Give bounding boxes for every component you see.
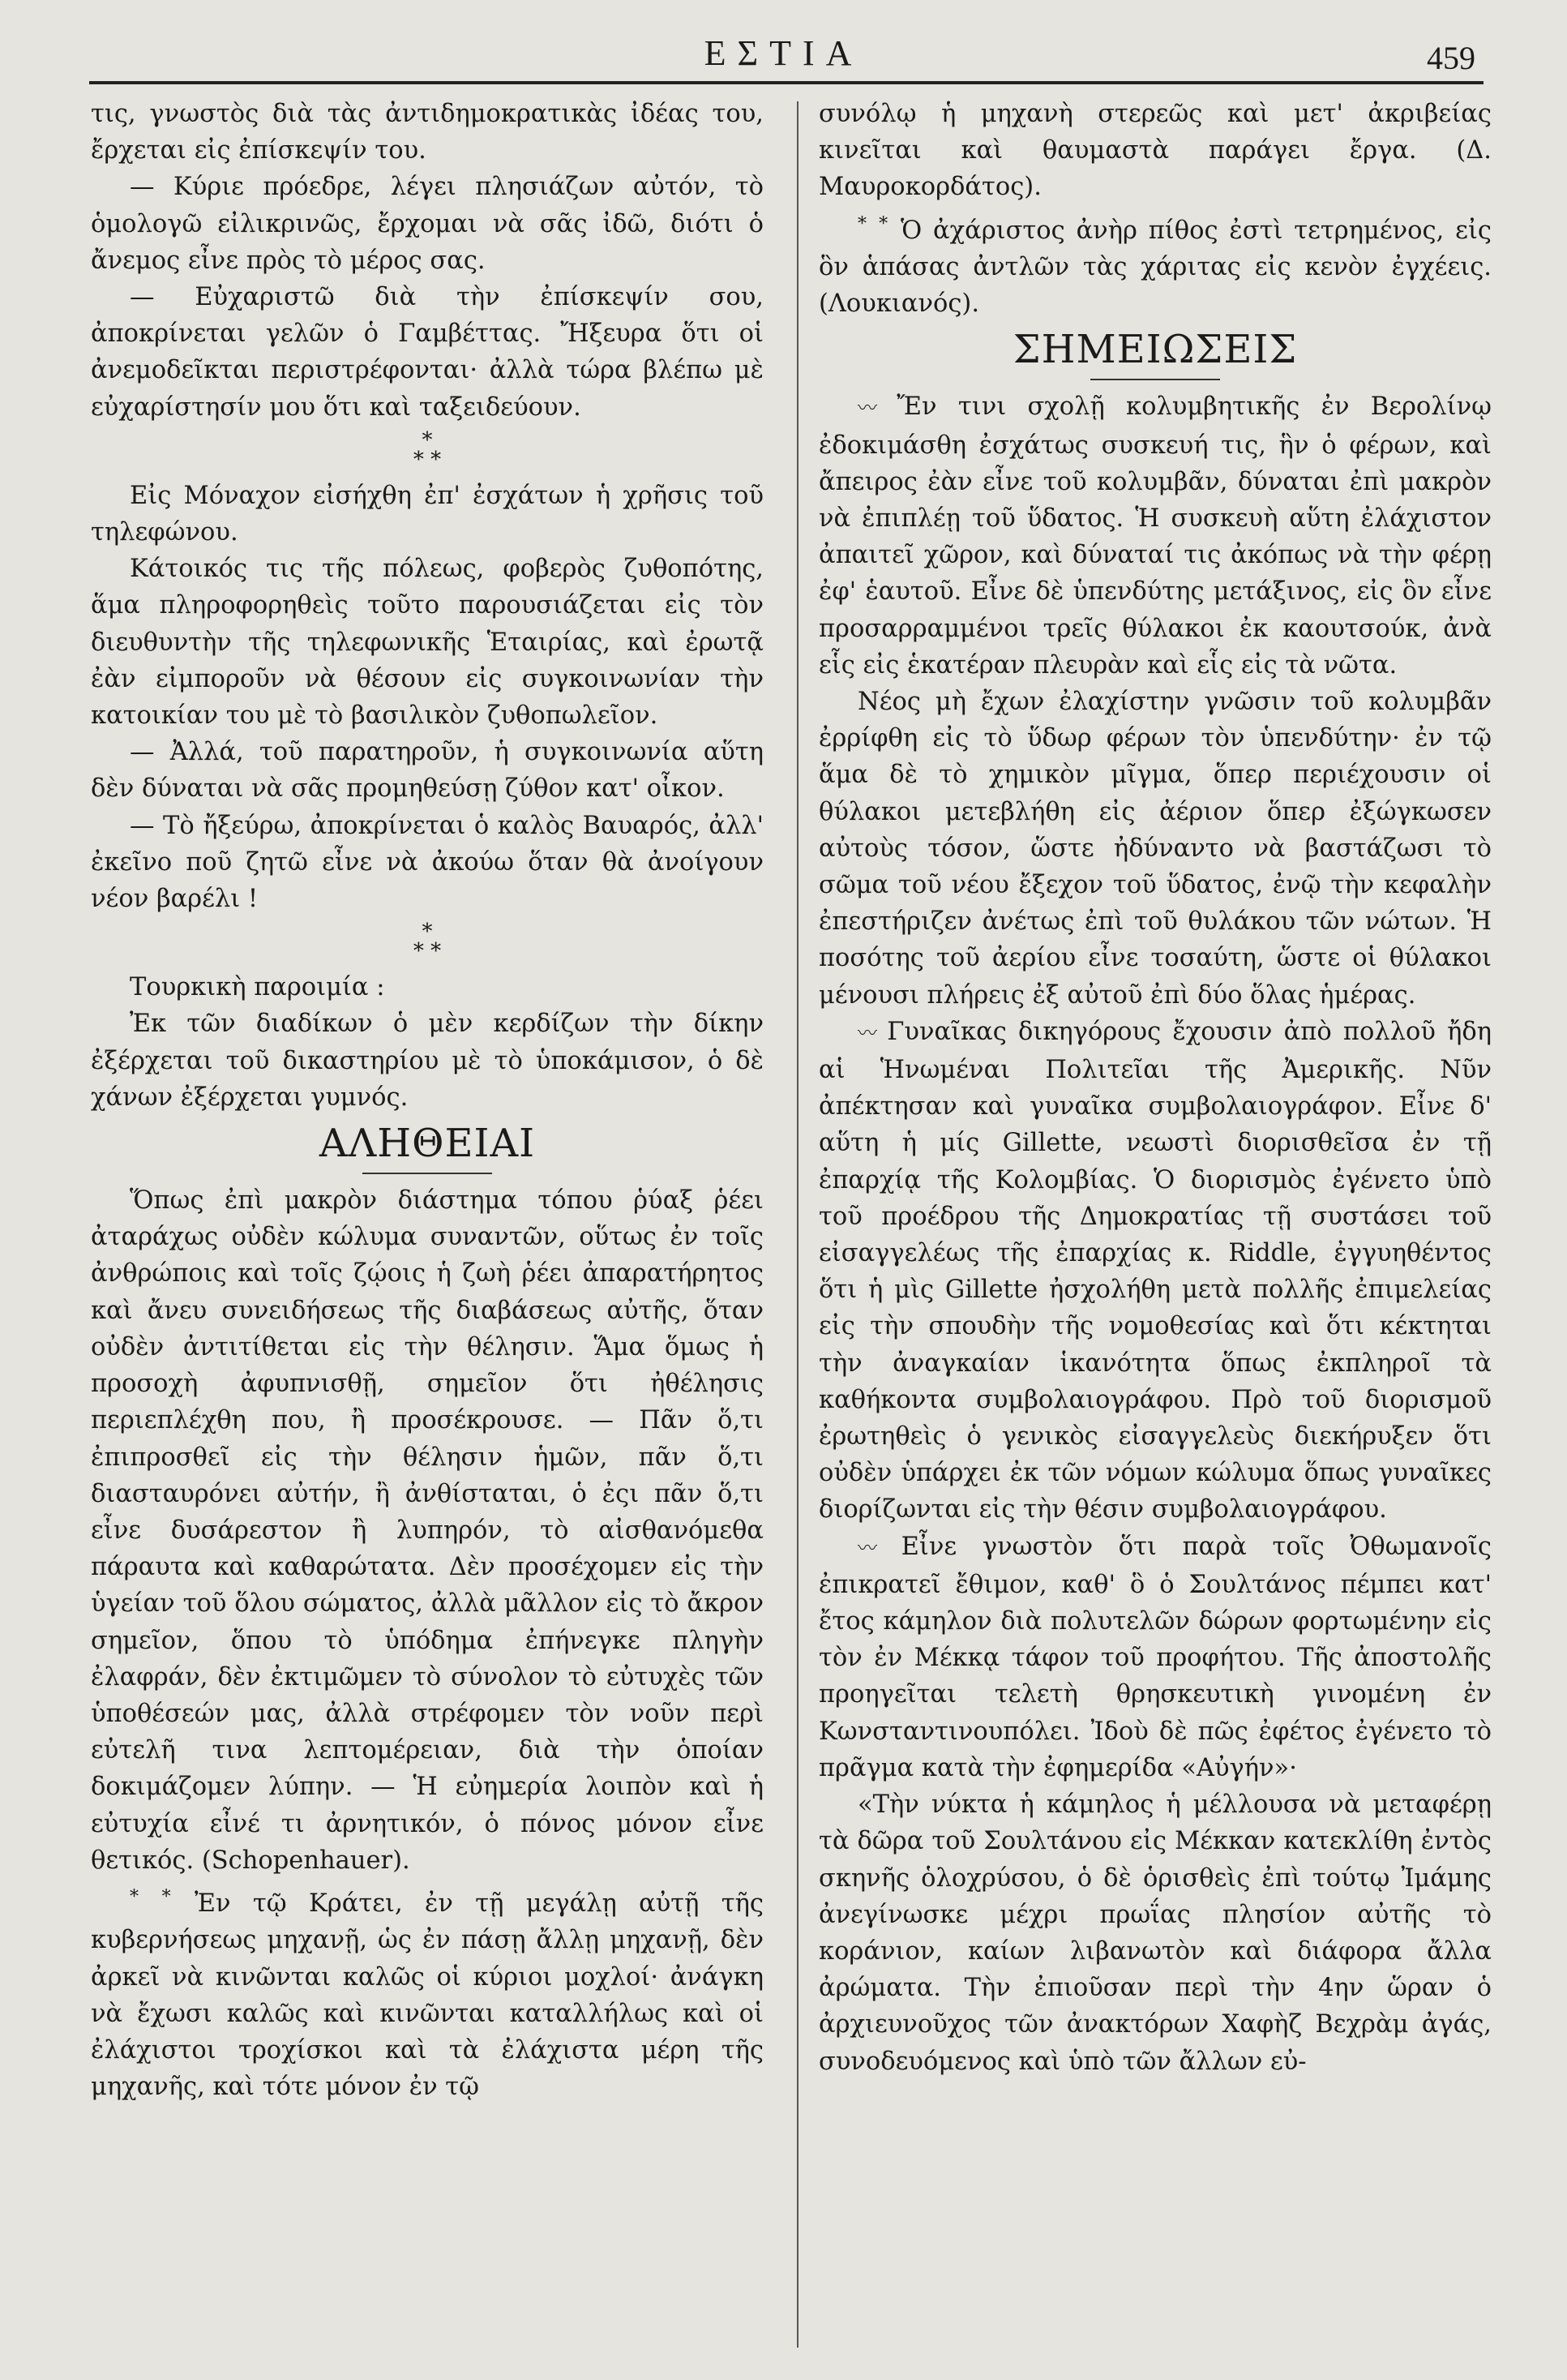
asterism-bottom: * * <box>413 939 442 964</box>
paragraph: Ἐκ τῶν διαδίκων ὁ μὲν κερδίζων τὴν δίκην ἐξέρχεται τοῦ δικαστηρίου μὲ τὸ ὑποκάμισον, ὁ δὲ χάνων ἐξέρχεται γυμνός. <box>91 1010 764 1112</box>
paragraph: — Τὸ ἤξεύρω, ἀποκρίνεται ὁ καλὸς Βαυαρός, ἀλλ' ἐκεῖνο ποῦ ζητῶ εἶνε νὰ ἀκούω ὅταν θὰ ἀνοίγουν νέον βαρέλι ! <box>91 811 764 914</box>
page-number: 459 <box>1427 40 1475 76</box>
note-mark-icon: 〰 <box>858 1536 876 1559</box>
asterism-divider <box>91 917 764 969</box>
paragraph-with-asterism <box>819 206 1492 323</box>
asterism-top: * <box>422 920 433 945</box>
paragraph: Τουρκικὴ παροιμία : <box>130 973 385 1002</box>
paragraph-with-asterism <box>91 1879 764 2105</box>
inline-asterism: * * <box>130 1886 173 1907</box>
paragraph: — Εὐχαριστῶ διὰ τὴν ἐπίσκεψίν σου, ἀποκρίνεται γελῶν ὁ Γαμβέττας. Ἤξευρα ὅτι οἱ ἀνεμοδεῖκται περιστρέφονται· ἀλλὰ τώρα βλέπω μὲ εὐχαρίστησίν μου ὅτι καὶ ταξειδεύουν. <box>91 283 764 422</box>
title-rule <box>362 1173 492 1174</box>
paragraph-text: Ἔν τινι σχολῇ κολυμβητικῆς ἐν Βερολίνῳ ἐδοκιμάσθη ἐσχάτως συσκευή τις, ἣν ὁ φέρων, καὶ ἄπειρος ἐὰν εἶνε τοῦ κολυμβᾶν, δύναται ἐπὶ μακρὸν νὰ ἐπιπλέῃ τοῦ ὕδατος. Ἡ συσκευὴ αὕτη ἐλάχιστον ἀπαιτεῖ χῶρον, καὶ δύναταί τις ἀκόπως νὰ τὴν φέρῃ ἐφ' ἑαυτοῦ. Εἶνε δὲ ὑπενδύτης μετάξινος, εἰς ὃν εἶνε προσαρραμμένοι τρεῖς θύλακοι ἐκ καουτσούκ, ἀνὰ εἷς εἰς ἑκατέραν πλευρὰν καὶ εἷς εἰς τὰ νῶτα. <box>819 392 1492 680</box>
note-paragraph <box>819 388 1492 684</box>
left-column <box>91 96 764 2105</box>
paragraph-text: Ἐν τῷ Κράτει, ἐν τῇ μεγάλῃ αὐτῇ τῆς κυβερνήσεως μηχανῇ, ὡς ἐν πάσῃ ἄλλῃ μηχανῇ, δὲν ἀρκεῖ νὰ κινῶνται καλῶς οἱ κύριοι μοχλοί· ἀνάγκη νὰ ἔχωσι καλῶς καὶ κινῶνται καταλλήλως καὶ οἱ ἐλάχιστοι τροχίσκοι καὶ τὰ ἐλάχιστα μέρη τῆς μηχανῆς, καὶ τότε μόνον ἐν τῷ <box>91 1889 764 2102</box>
paragraph: «Τὴν νύκτα ἡ κάμηλος ἡ μέλλουσα νὰ μεταφέρῃ τὰ δῶρα τοῦ Σουλτάνου εἰς Μέκκαν κατεκλίθη ἐντὸς σκηνῆς ὁλοχρύσου, ὁ δὲ ὁρισθεὶς ἐπὶ τούτῳ Ἰμάμης ἀνεγίνωσκε μέχρι πρωΐας πλησίον αὐτῆς τὸ κοράνιον, καίων λιβανωτὸν καὶ διάφορα ἄλλα ἀρώματα. Τὴν ἐπιοῦσαν περὶ τὴν 4ην ὥραν ὁ ἀρχιευνοῦχος τῶν ἀνακτόρων Χαφὴζ Βεχρὰμ ἀγάς, συνοδευόμενος καὶ ὑπὸ τῶν ἄλλων εὐ- <box>819 1790 1492 2076</box>
column-divider <box>797 101 798 2348</box>
paragraph: συνόλῳ ἡ μηχανὴ στερεῶς καὶ μετ' ἀκριβείας κινεῖται καὶ θαυμαστὰ παράγει ἔργα. (Δ. Μαυροκορδάτος). <box>819 100 1492 202</box>
paragraph: — Ἀλλά, τοῦ παρατηροῦν, ἡ συγκοινωνία αὕτη δὲν δύναται νὰ σᾶς προμηθεύσῃ ζύθον κατ' οἶκον. <box>91 738 764 804</box>
note-paragraph <box>819 1014 1492 1529</box>
title-rule <box>1090 379 1220 380</box>
paragraph: — Κύριε πρόεδρε, λέγει πλησιάζων αὐτόν, τὸ ὁμολογῶ εἰλικρινῶς, ἔρχομαι νὰ σᾶς ἰδῶ, διότι ὁ ἄνεμος εἶνε πρὸς τὸ μέρος σας. <box>91 173 764 275</box>
paragraph: Εἰς Μόναχον εἰσήχθη ἐπ' ἐσχάτων ἡ χρῆσις τοῦ τηλεφώνου. <box>91 481 764 547</box>
paragraph: Νέος μὴ ἔχων ἐλαχίστην γνῶσιν τοῦ κολυμβᾶν ἐρρίφθη εἰς τὸ ὕδωρ φέρων τὸν ὑπενδύτην· ἐν τῷ ἅμα δὲ τὸ χημικὸν μῖγμα, ὅπερ περιέχουσιν οἱ θύλακοι μετεβλήθη εἰς ἀέριον ὅπερ ἐξώγκωσεν αὐτοὺς τόσον, ὥστε ἠδύναντο νὰ βαστάζωσι τὸ σῶμα τοῦ νέου ἔξεχον τοῦ ὕδατος, ἐνῷ τὴν κεφαλὴν ἐπεστήριζεν ἀνέτως ἐπὶ τοῦ θυλάκου τῶν νώτων. Ἡ ποσότης τοῦ ἀερίου εἶνε τοσαύτη, ὥστε οἱ θύλακοι μένουσι πλήρεις ἐξ αὐτοῦ ἐπὶ δύο ὅλας ἡμέρας. <box>819 688 1492 1010</box>
section-title-semeioseis: ΣΗΜΕΙΩΣΕΙΣ <box>1013 327 1298 373</box>
paragraph: τις, γνωστὸς διὰ τὰς ἀντιδημοκρατικὰς ἰδέας του, ἔρχεται εἰς ἐπίσκεψίν του. <box>91 100 764 165</box>
note-mark-icon: 〰 <box>858 1021 876 1044</box>
paragraph-text: Γυναῖκας δικηγόρους ἔχουσιν ἀπὸ πολλοῦ ἤδη αἱ Ἡνωμέναι Πολιτεῖαι τῆς Ἀμερικῆς. Νῦν ἀπέκτησαν καὶ γυναῖκα συμβολαιογράφον. Εἶνε δ' αὕτη ἡ μίς Gillette, νεωστὶ διορισθεῖσα ἐν τῇ ἐπαρχίᾳ τῆς Κολομβίας. Ὁ διορισμὸς ἐγένετο ὑπὸ τοῦ προέδρου τῆς Δημοκρατίας τῇ συστάσει τοῦ εἰσαγγελέως τῆς ἐπαρχίας κ. Riddle, ἐγγυηθέντος ὅτι ἡ μὶς Gillette ἠσχολήθη μετὰ πολλῆς ἐπιμελείας εἰς τὴν σπουδὴν τῆς νομοθεσίας καὶ ὅτι κέκτηται τὴν ἀναγκαίαν ἱκανότητα ὅπως ἐκπληροῖ τὰ καθήκοντα συμβολαιογράφου. Πρὸ τοῦ διορισμοῦ ἐρωτηθεὶς ὁ γενικὸς εἰσαγγελεὺς διεκήρυξεν ὅτι οὐδὲν ὑπάρχει ἐκ τῶν νόμων κώλυμα ὅπως γυναῖκες διορίζωνται εἰς τὴν θέσιν συμβολαιογράφου. <box>819 1017 1492 1524</box>
asterism-divider <box>91 426 764 478</box>
asterism-top: * <box>422 427 433 452</box>
paragraph-text: Ὁ ἀχάριστος ἀνὴρ πίθος ἐστὶ τετρημένος, εἰς ὃν ἁπάσας ἀντλῶν τὰς χάριτας εἰς κενὸν ἐγχέεις. (Λουκιανός). <box>819 216 1492 319</box>
note-paragraph <box>819 1529 1492 1786</box>
right-column <box>819 96 1492 2080</box>
note-mark-icon: 〰 <box>858 397 876 420</box>
header-rule <box>89 81 1484 84</box>
asterism-bottom: * * <box>413 447 442 472</box>
paragraph: Κάτοικός τις τῆς πόλεως, φοβερὸς ζυθοπότης, ἅμα πληροφορηθεὶς τοῦτο παρουσιάζεται εἰς τὸν διευθυντὴν τῆς τηλεφωνικῆς Ἑταιρίας, καὶ ἐρωτᾷ ἐὰν εἰμποροῦν νὰ θέσουν εἰς συγκοινωνίαν τὴν κατοικίαν του μὲ τὸ βασιλικὸν ζυθοπωλεῖον. <box>91 555 764 731</box>
inline-asterism: * * <box>858 213 890 234</box>
paragraph-text: Εἶνε γνωστὸν ὅτι παρὰ τοῖς Ὀθωμανοῖς ἐπικρατεῖ ἔθιμον, καθ' ὃ ὁ Σουλτάνος πέμπει κατ' ἔτος κάμηλον διὰ πολυτελῶν δώρων φορτωμένην εἰς τὸν ἐν Μέκκᾳ τάφον τοῦ προφήτου. Τῆς ἀποστολῆς προηγεῖται τελετὴ θρησκευτικὴ γινομένη ἐν Κωνσταντινουπόλει. Ἰδοὺ δὲ πῶς ἐφέτος ἐγένετο τὸ πρᾶγμα κατὰ τὴν ἐφημερίδα «Αὐγήν»· <box>819 1532 1492 1782</box>
section-title-aletheiai: ΑΛΗΘΕΙΑΙ <box>319 1121 536 1167</box>
masthead-title: ΕΣΤΙΑ <box>704 33 863 73</box>
paragraph: Ὅπως ἐπὶ μακρὸν διάστημα τόπου ῥύαξ ῥέει ἀταράχως οὐδὲν κώλυμα συναντῶν, οὕτως ἐν τοῖς ἀνθρώποις καὶ τοῖς ζῴοις ἡ ζωὴ ῥέει ἀπαρατήρητος καὶ ἄνευ συνειδήσεως τῆς διαβάσεως αὐτῆς, ὅταν οὐδὲν ἀντιτίθεται εἰς τὴν θέλησιν. Ἅμα ὅμως ἡ προσοχὴ ἀφυπνισθῇ, σημεῖον ὅτι ἠθέλησις περιεπλέχθη που, ἢ προσέκρουσε. — Πᾶν ὅ,τι ἐπιπροσθεῖ εἰς τὴν θέλησιν ἡμῶν, πᾶν ὅ,τι διασταυρόνει αὐτήν, ἢ ἀνθίσταται, ὁ ἐςι πᾶν ὅ,τι εἶνε δυσάρεστον ἢ λυπηρόν, τὸ αἰσθανόμεθα πάραυτα καὶ καθαρώτατα. Δὲν προσέχομεν εἰς τὴν ὑγείαν τοῦ ὅλου σώματος, ἀλλὰ μᾶλλον εἰς τὸ ἄκρον σημεῖον, ὅπου τὸ ὑπόδημα ἐπήνεγκε πληγὴν ἐλαφράν, δὲν ἐκτιμῶμεν τὸ σύνολον τὸ εὐτυχὲς τῶν ὑποθέσεών μας, ἀλλὰ στρέφομεν τὸν νοῦν περὶ εὐτελῆ τινα λεπτομέρειαν, διὰ τὴν ὁποίαν δοκιμάζομεν λύπην. — Ἡ εὐημερία λοιπὸν καὶ ἡ εὐτυχία εἶνέ τι ἀρνητικόν, ὁ πόνος μόνον εἶνε θετικός. (Schopenhauer). <box>91 1186 764 1875</box>
